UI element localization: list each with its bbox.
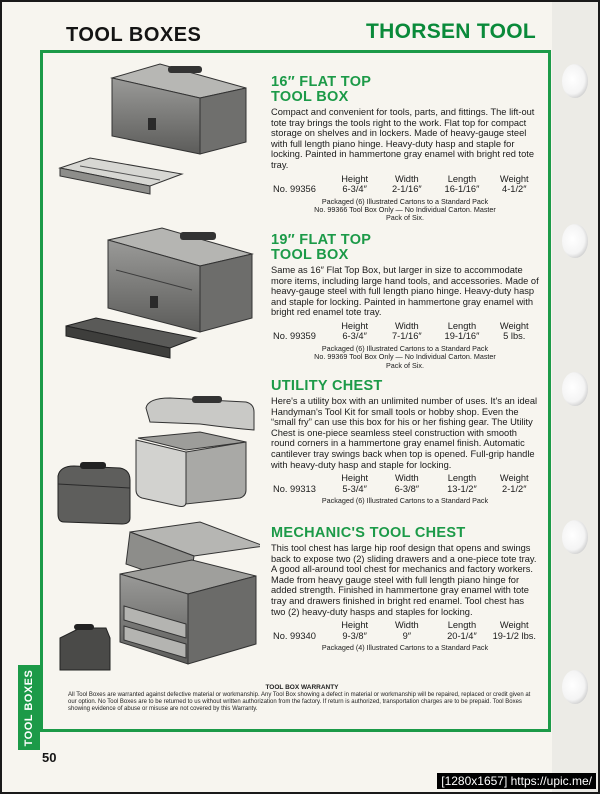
spec-height: 5-3/4″ bbox=[342, 483, 367, 494]
product-description: Here's a utility box with an unlimited number of uses. It's an ideal Handyman's Tool Kit for small tools or hobby shop. Even the “small fry” can use this box for his or her fishing gear. The Utility Chest is one-piece seamless steel construction with smooth round corners in a hammertone gray enamel finish. Automatic cantilever tray swings back when top is opened. Full-grip handle with heavy-duty hasp and staple for locking. bbox=[271, 396, 538, 470]
page-number: 50 bbox=[42, 750, 57, 765]
spec-header-length: Length bbox=[447, 320, 477, 331]
spec-weight: 4-1/2″ bbox=[502, 184, 527, 195]
spec-header-weight: Weight bbox=[499, 620, 529, 631]
packaging-note: Packaged (6) Illustrated Cartons to a Standard Pack No. 99366 Tool Box Only — No Individual Carton. Master Pack of Six. bbox=[314, 196, 496, 223]
catalog-number: No. 99356 bbox=[273, 184, 316, 195]
spec-height: 6-3/4″ bbox=[342, 184, 367, 195]
spec-width: 6-3/8″ bbox=[394, 483, 420, 494]
catalog-number: No. 99359 bbox=[273, 331, 316, 342]
product-title: 19″ FLAT TOP bbox=[271, 232, 372, 248]
catalog-number: No. 99313 bbox=[273, 483, 316, 494]
spec-header-length: Length bbox=[447, 620, 477, 631]
binder-hole bbox=[562, 520, 588, 554]
binder-hole bbox=[562, 224, 588, 258]
warranty-block bbox=[68, 684, 536, 713]
spec-table bbox=[271, 473, 539, 494]
spec-height: 6-3/4″ bbox=[342, 331, 367, 342]
spec-length: 19-1/16″ bbox=[444, 331, 480, 342]
spec-header-height: Height bbox=[341, 620, 369, 631]
product-title: UTILITY CHEST bbox=[271, 378, 383, 394]
binder-hole bbox=[562, 372, 588, 406]
spec-table bbox=[271, 174, 539, 195]
packaging-note: Packaged (6) Illustrated Cartons to a Standard Pack No. 99369 Tool Box Only — No Individual Carton. Master Pack of Six. bbox=[314, 343, 496, 370]
product-description: Compact and convenient for tools, parts, and fittings. The lift-out tote tray brings the tools right to the work. Flat top for compact storage on shelves and in lockers. Made of heavy-gauge steel with full length piano hinge. Heavy-duty hasp and staple for locking. Painted in hammertone gray enamel with bright red tote tray. bbox=[271, 107, 535, 170]
spec-width: 7-1/16″ bbox=[392, 331, 422, 342]
spec-weight: 2-1/2″ bbox=[502, 483, 527, 494]
spec-weight: 5 lbs. bbox=[503, 331, 526, 342]
page-heading: TOOL BOXES bbox=[66, 24, 202, 46]
spec-length: 13-1/2″ bbox=[447, 483, 477, 494]
binder-hole bbox=[562, 670, 588, 704]
spec-width: 2-1/16″ bbox=[392, 184, 422, 195]
spec-header-width: Width bbox=[394, 320, 419, 331]
spec-header-height: Height bbox=[341, 473, 369, 484]
product-title: MECHANIC'S TOOL CHEST bbox=[271, 525, 466, 541]
product-title: TOOL BOX bbox=[271, 247, 349, 263]
product-mechanics-chest bbox=[271, 526, 539, 653]
spec-header-width: Width bbox=[394, 620, 419, 631]
spec-weight: 19-1/2 lbs. bbox=[492, 630, 536, 641]
spec-header-height: Height bbox=[341, 320, 369, 331]
spec-header-length: Length bbox=[447, 173, 477, 184]
utility-chest-illustration bbox=[50, 394, 260, 534]
spec-height: 9-3/8″ bbox=[342, 630, 367, 641]
spec-header-weight: Weight bbox=[499, 320, 529, 331]
spec-length: 20-1/4″ bbox=[447, 630, 477, 641]
binder-hole bbox=[562, 64, 588, 98]
spec-table bbox=[271, 620, 539, 641]
catalog-number: No. 99340 bbox=[273, 630, 316, 641]
spec-width: 9″ bbox=[402, 630, 412, 641]
spec-length: 16-1/16″ bbox=[444, 184, 480, 195]
product-19-flat-top bbox=[271, 233, 539, 370]
binder-margin bbox=[552, 2, 598, 794]
product-title: TOOL BOX bbox=[271, 89, 349, 105]
spec-table bbox=[271, 321, 539, 342]
product-description: Same as 16″ Flat Top Box, but larger in size to accommodate more items, including large hand tools, and accessories. Made of heavy-gauge steel with full length piano hinge. Heavy-duty hasp and staple for locking. Painted in hammertone gray enamel with bright red enamel tote tray. bbox=[271, 265, 539, 318]
product-utility-chest bbox=[271, 379, 539, 506]
section-tab bbox=[18, 665, 40, 750]
warranty-text: All Tool Boxes are warranted against defective material or workmanship. Any Tool Box showing a defect in material or workmanship will be repaired, replaced or credit given at our option. No Tool Boxes are to be returned to us without written authorization from the factory. If return is authorized, transportation charges are to be prepaid. Tool Boxes showing evidence of abuse or misuse are not covered by this Warranty. bbox=[68, 692, 531, 712]
packaging-note: Packaged (6) Illustrated Cartons to a Standard Pack bbox=[321, 496, 489, 506]
flat-top-19-illustration bbox=[50, 226, 260, 386]
brand-heading: THORSEN TOOL bbox=[366, 20, 537, 43]
spec-header-weight: Weight bbox=[499, 473, 529, 484]
image-credit: [1280x1657] https://upic.me/ bbox=[437, 773, 596, 789]
spec-header-weight: Weight bbox=[499, 173, 529, 184]
flat-top-16-illustration bbox=[50, 58, 260, 208]
warranty-title: TOOL BOX WARRANTY bbox=[265, 684, 339, 691]
spec-header-width: Width bbox=[394, 473, 419, 484]
product-title: 16″ FLAT TOP bbox=[271, 74, 372, 90]
mechanics-chest-illustration bbox=[50, 520, 260, 680]
product-16-flat-top bbox=[271, 75, 539, 223]
spec-header-width: Width bbox=[394, 173, 419, 184]
section-tab-label: TOOL BOXES bbox=[23, 669, 35, 746]
product-description: This tool chest has large hip roof design that opens and swings back to expose two (2) sliding drawers and a one-piece tote tray. A good all-around tool chest for mechanics and factory workers. Made from heavy gauge steel with full length piano hinge for added strength. Finished in hammertone gray enamel with tote tray and drawers finished in bright red enamel. Tool chest has two (2) heavy-duty hasps and staples for locking. bbox=[271, 543, 537, 617]
spec-header-length: Length bbox=[447, 473, 477, 484]
spec-header-height: Height bbox=[341, 173, 369, 184]
packaging-note: Packaged (4) Illustrated Cartons to a Standard Pack bbox=[321, 643, 489, 653]
